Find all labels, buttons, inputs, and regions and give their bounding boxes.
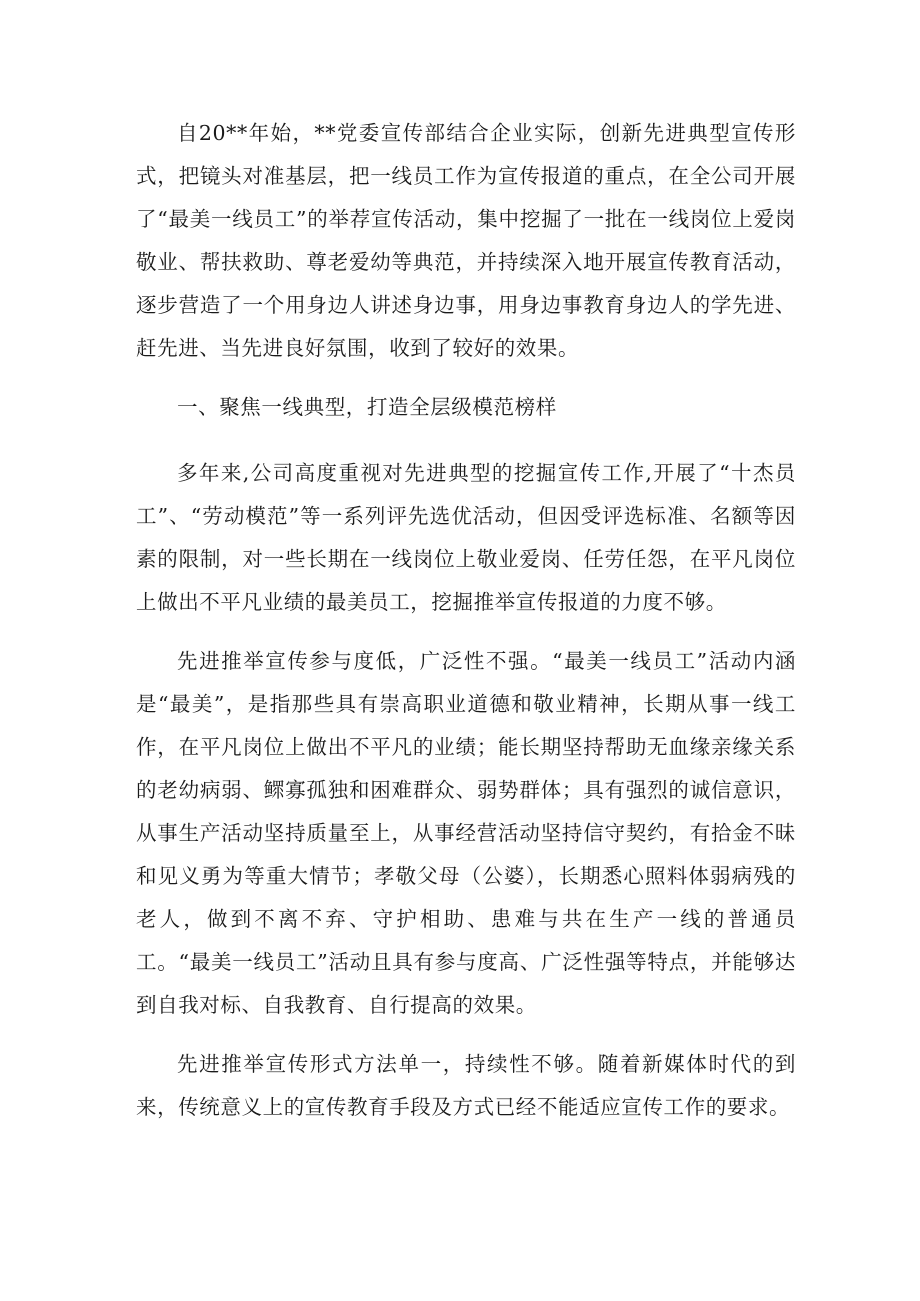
body-paragraph: 多年来,公司高度重视对先进典型的挖掘宣传工作,开展了“十杰员工”、“劳动模范”等一系列评先选优活动，但因受评选标准、名额等因素的限制，对一些长期在一线岗位上敬业爱岗、任劳任怨，在平凡岗位上做出不平凡业绩的最美员工，挖掘推举宣传报道的力度不够。 [136, 461, 796, 614]
document-body [136, 112, 796, 1129]
body-paragraph: 先进推举宣传参与度低，广泛性不强。“最美一线员工”活动内涵是“最美”，是指那些具有崇高职业道德和敬业精神，长期从事一线工作，在平凡岗位上做出不平凡的业绩；能长期坚持帮助无血缘亲缘关系的老幼病弱、鳏寡孤独和困难群众、弱势群体；具有强烈的诚信意识，从事生产活动坚持质量至上，从事经营活动坚持信守契约，有拾金不昧和见义勇为等重大情节；孝敬父母（公婆），长期悉心照料体弱病残的老人，做到不离不弃、守护相助、患难与共在生产一线的普通员工。“最美一线员工”活动且具有参与度高、广泛性强等特点，并能够达到自我对标、自我教育、自行提高的效果。 [136, 649, 796, 1017]
section-heading: 一、聚焦一线典型，打造全层级模范榜样 [177, 395, 557, 419]
body-paragraph: 先进推举宣传形式方法单一，持续性不够。随着新媒体时代的到来，传统意义上的宣传教育手段及方式已经不能适应宣传工作的要求。 [136, 1052, 796, 1119]
intro-paragraph: 自20**年始，**党委宣传部结合企业实际，创新先进典型宣传形式，把镜头对准基层，把一线员工作为宣传报道的重点，在全公司开展了“最美一线员工”的举荐宣传活动，集中挖掘了一批在一线岗位上爱岗敬业、帮扶救助、尊老爱幼等典范，并持续深入地开展宣传教育活动，逐步营造了一个用身边人讲述身边事，用身边事教育身边人的学先进、赶先进、当先进良好氛围，收到了较好的效果。 [136, 121, 796, 360]
